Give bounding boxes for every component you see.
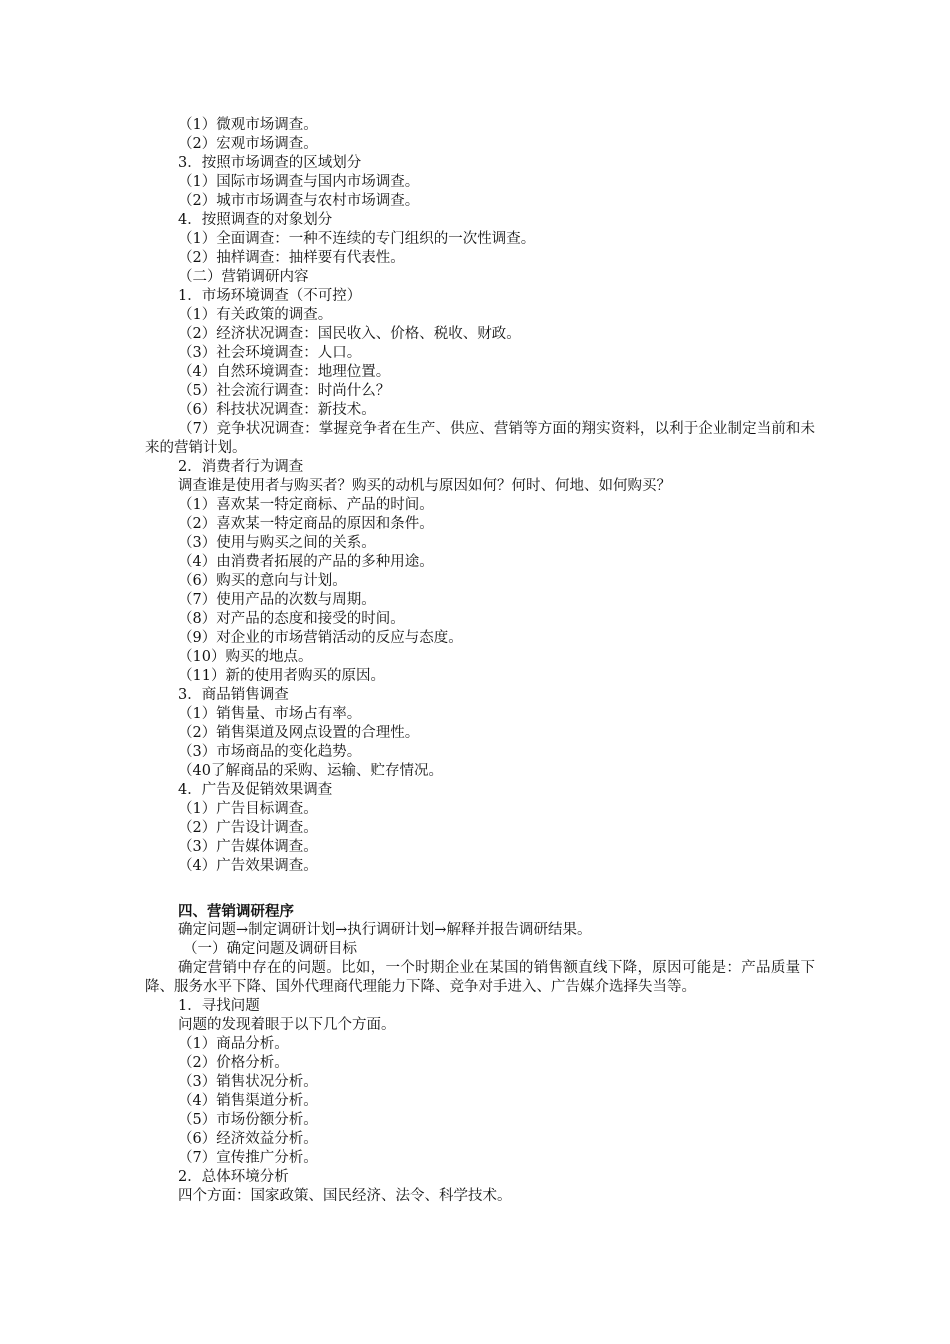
list-item: （3）销售状况分析。 bbox=[178, 1074, 318, 1090]
list-item: （2）销售渠道及网点设置的合理性。 bbox=[178, 725, 420, 741]
procedure-flow: 确定问题→制定调研计划→执行调研计划→解释并报告调研结果。 bbox=[178, 922, 592, 938]
subheading: 3．按照市场调查的区域划分 bbox=[178, 155, 362, 171]
list-item: （2）抽样调查：抽样要有代表性。 bbox=[178, 250, 405, 266]
list-item: （1）微观市场调查。 bbox=[178, 117, 318, 133]
problem-paragraph: 确定营销中存在的问题。比如，一个时期企业在某国的销售额直线下降，原因可能是：产品质量下降、服务水平下降、国外代理商代理能力下降、竞争对手进入、广告媒介选择失当等。 bbox=[145, 960, 815, 995]
research-procedure-section bbox=[145, 902, 815, 1206]
list-item: 调查谁是使用者与购买者？购买的动机与原因如何？何时、何地、如何购买？ bbox=[178, 478, 671, 494]
market-survey-section bbox=[145, 116, 815, 876]
subheading: 4．按照调查的对象划分 bbox=[178, 212, 333, 228]
subheading: 1．市场环境调查（不可控） bbox=[178, 288, 362, 304]
section-heading: 四、营销调研程序 bbox=[178, 903, 294, 920]
list-item: （1）国际市场调查与国内市场调查。 bbox=[178, 174, 420, 190]
list-item: （3）市场商品的变化趋势。 bbox=[178, 744, 362, 760]
list-item: （4）销售渠道分析。 bbox=[178, 1093, 318, 1109]
list-item: （1）全面调查：一种不连续的专门组织的一次性调查。 bbox=[178, 231, 536, 247]
list-item: （2）城市市场调查与农村市场调查。 bbox=[178, 193, 420, 209]
subheading: 1．寻找问题 bbox=[178, 998, 260, 1014]
list-item: 四个方面：国家政策、国民经济、法令、科学技术。 bbox=[178, 1188, 512, 1204]
list-item: （4）由消费者拓展的产品的多种用途。 bbox=[178, 554, 434, 570]
list-item: （2）价格分析。 bbox=[178, 1055, 289, 1071]
list-item: （2）经济状况调查：国民收入、价格、税收、财政。 bbox=[178, 326, 521, 342]
list-item: （9）对企业的市场营销活动的反应与态度。 bbox=[178, 630, 463, 646]
list-item: （7）宣传推广分析。 bbox=[178, 1150, 318, 1166]
subheading: （一）确定问题及调研目标 bbox=[183, 941, 357, 957]
list-item: （5）市场份额分析。 bbox=[178, 1112, 318, 1128]
list-item: （6）购买的意向与计划。 bbox=[178, 573, 347, 589]
list-item: （2）宏观市场调查。 bbox=[178, 136, 318, 152]
list-item: （7）使用产品的次数与周期。 bbox=[178, 592, 376, 608]
list-item: （3）社会环境调查：人口。 bbox=[178, 345, 362, 361]
list-item: （1）销售量、市场占有率。 bbox=[178, 706, 362, 722]
list-item: （3）广告媒体调查。 bbox=[178, 839, 318, 855]
list-item: （4）广告效果调查。 bbox=[178, 858, 318, 874]
subheading: 2．总体环境分析 bbox=[178, 1169, 289, 1185]
list-item: （5）社会流行调查：时尚什么？ bbox=[178, 383, 391, 399]
list-item: （4）自然环境调查：地理位置。 bbox=[178, 364, 391, 380]
list-item: （1）商品分析。 bbox=[178, 1036, 289, 1052]
list-item: 问题的发现着眼于以下几个方面。 bbox=[178, 1017, 396, 1033]
competition-paragraph: （7）竞争状况调查：掌握竞争者在生产、供应、营销等方面的翔实资料，以利于企业制定当前和未来的营销计划。 bbox=[145, 421, 815, 456]
list-item: （3）使用与购买之间的关系。 bbox=[178, 535, 376, 551]
list-item: （6）科技状况调查：新技术。 bbox=[178, 402, 376, 418]
list-item: （10）购买的地点。 bbox=[178, 649, 313, 665]
list-item: （11）新的使用者购买的原因。 bbox=[178, 668, 385, 684]
subheading: 3．商品销售调查 bbox=[178, 687, 289, 703]
list-item: （8）对产品的态度和接受的时间。 bbox=[178, 611, 405, 627]
subheading: 4．广告及促销效果调查 bbox=[178, 782, 333, 798]
list-item: （6）经济效益分析。 bbox=[178, 1131, 318, 1147]
list-item: （1）广告目标调查。 bbox=[178, 801, 318, 817]
subheading: （二）营销调研内容 bbox=[178, 269, 309, 285]
list-item: （1）有关政策的调查。 bbox=[178, 307, 333, 323]
list-item: （2）广告设计调查。 bbox=[178, 820, 318, 836]
subheading: 2．消费者行为调查 bbox=[178, 459, 304, 475]
list-item: （2）喜欢某一特定商品的原因和条件。 bbox=[178, 516, 434, 532]
list-item: （40了解商品的采购、运输、贮存情况。 bbox=[178, 763, 443, 779]
list-item: （1）喜欢某一特定商标、产品的时间。 bbox=[178, 497, 434, 513]
